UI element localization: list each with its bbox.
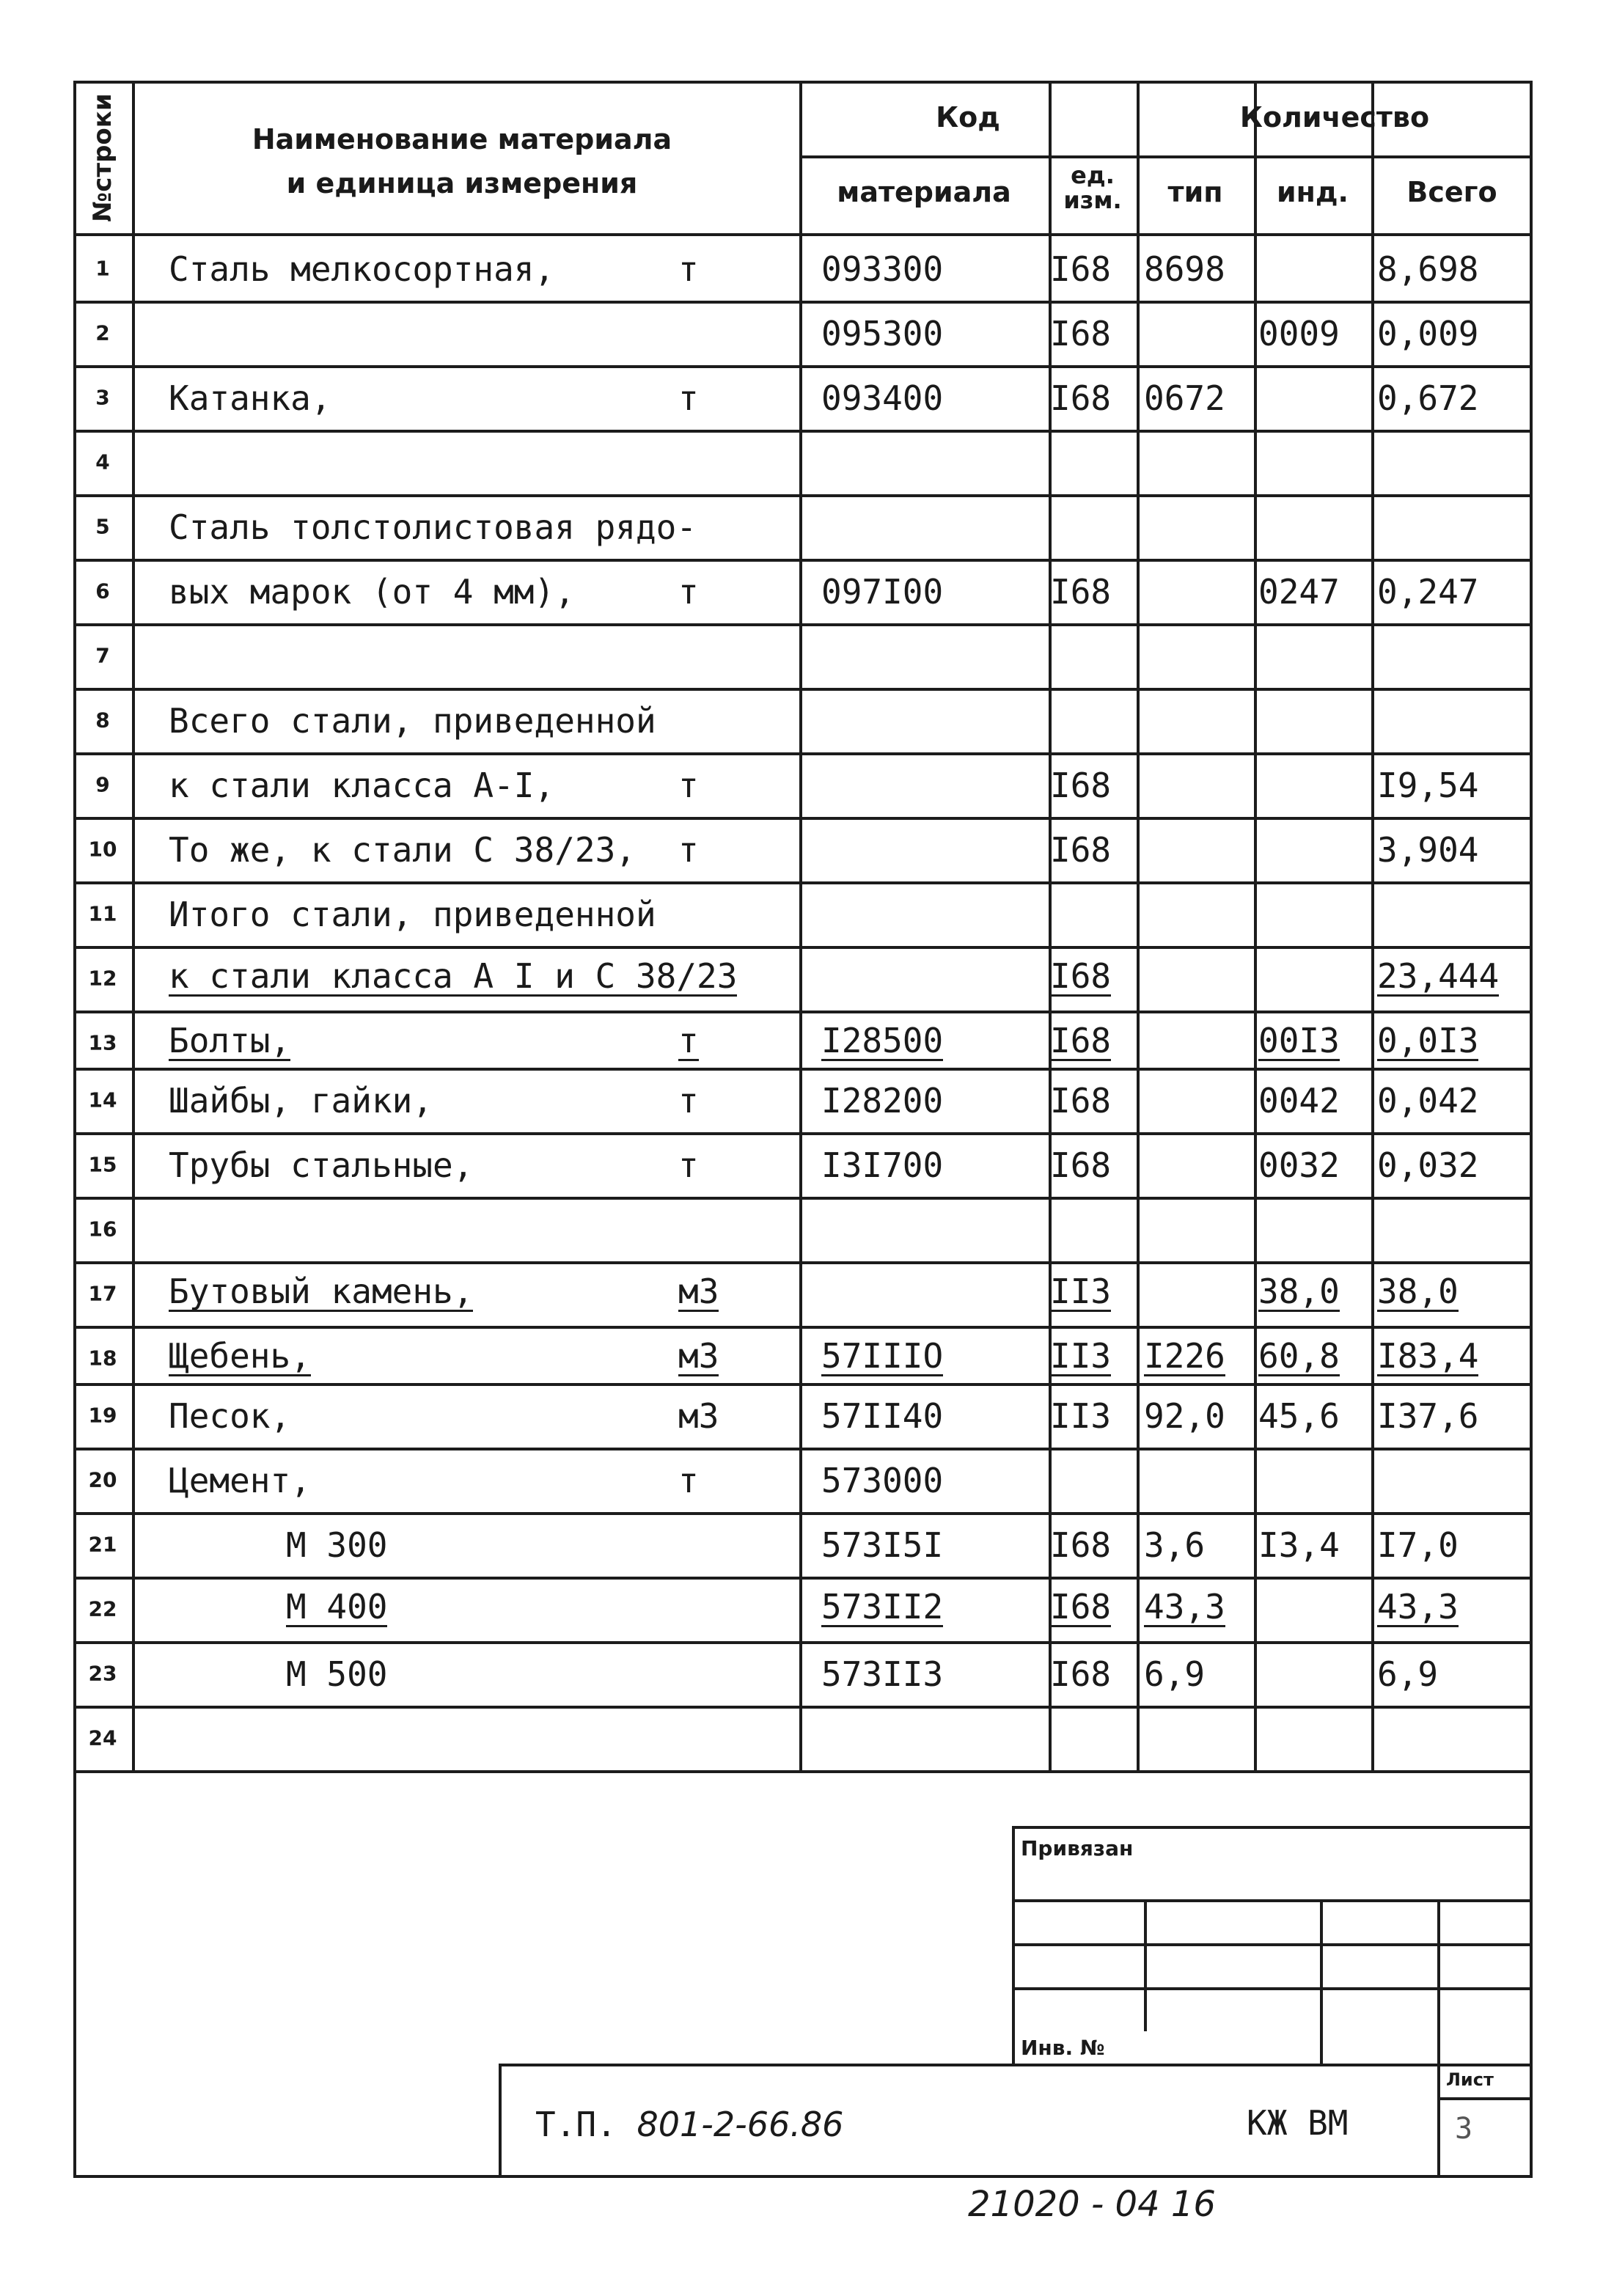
material-name: То же, к стали С 38/23, — [169, 830, 636, 870]
header-qty-total: Всего — [1406, 176, 1497, 208]
unit-code: I68 — [1050, 572, 1112, 612]
header-code-unit: ед. изм. — [1063, 161, 1122, 214]
material-name: Шайбы, гайки, — [169, 1081, 433, 1121]
grid-vline — [132, 81, 135, 1770]
row-number: 18 — [88, 1346, 117, 1371]
qty-type: 92,0 — [1144, 1396, 1225, 1436]
material-name: вых марок (от 4 мм), — [169, 572, 575, 612]
qty-total: I7,0 — [1377, 1525, 1459, 1565]
grid-hline — [73, 1577, 1533, 1580]
material-code: 097I00 — [821, 572, 944, 612]
material-name: Щебень, — [169, 1336, 311, 1376]
unit-code: I68 — [1050, 956, 1112, 996]
qty-total: 0,247 — [1377, 572, 1479, 612]
material-name: Сталь мелкосортная, — [169, 249, 555, 289]
qty-ind: 00I3 — [1258, 1021, 1340, 1060]
stamp-sheet-label: Лист — [1446, 2069, 1494, 2090]
grid-hline — [73, 752, 1533, 755]
qty-type: 8698 — [1144, 249, 1225, 289]
row-number: 7 — [95, 643, 110, 668]
grid-hline — [73, 1132, 1533, 1135]
unit-code: II3 — [1050, 1336, 1112, 1376]
qty-total: 3,904 — [1377, 830, 1479, 870]
unit-code: I68 — [1050, 830, 1112, 870]
stamp-vline — [1144, 1899, 1147, 2031]
qty-type: 0672 — [1144, 378, 1225, 418]
unit-code: I68 — [1050, 1654, 1112, 1694]
unit: м3 — [678, 1336, 719, 1376]
stamp-hline — [1437, 2097, 1533, 2100]
material-code: 573I5I — [821, 1525, 944, 1565]
material-code: 57II40 — [821, 1396, 944, 1436]
unit-code: I68 — [1050, 1081, 1112, 1121]
grid-hline — [73, 1011, 1533, 1013]
material-name: Сталь толстолистовая рядо- — [169, 507, 697, 547]
stamp-vline — [1320, 1899, 1323, 2064]
grid-hline — [73, 1448, 1533, 1450]
material-name: М 300 — [286, 1525, 388, 1565]
material-code: 573000 — [821, 1461, 944, 1500]
qty-type: 43,3 — [1144, 1587, 1225, 1626]
grid-hline — [73, 233, 1533, 236]
footer-note: 21020 - 04 16 — [968, 2184, 1216, 2225]
grid-hline — [73, 817, 1533, 820]
row-number: 13 — [88, 1030, 117, 1055]
unit-code: I68 — [1050, 378, 1112, 418]
qty-ind: 0247 — [1258, 572, 1340, 612]
qty-total: I9,54 — [1377, 766, 1479, 805]
qty-total: 0,672 — [1377, 378, 1479, 418]
grid-hline — [73, 494, 1533, 497]
material-name: Цемент, — [169, 1461, 311, 1500]
stamp-hline — [1012, 1987, 1533, 1990]
grid-hline — [73, 430, 1533, 433]
unit-code: I68 — [1050, 766, 1112, 805]
qty-total: 6,9 — [1377, 1654, 1439, 1694]
stamp-sheet-number: 3 — [1455, 2112, 1473, 2146]
qty-ind: 38,0 — [1258, 1272, 1340, 1311]
grid-hline — [73, 881, 1533, 884]
unit-code: I68 — [1050, 1021, 1112, 1060]
row-number: 15 — [88, 1152, 117, 1177]
unit-code: I68 — [1050, 1145, 1112, 1185]
material-name: Песок, — [169, 1396, 291, 1436]
material-name: М 400 — [286, 1587, 388, 1626]
qty-total: 38,0 — [1377, 1272, 1459, 1311]
header-row-number: №строки — [88, 93, 117, 222]
row-number: 5 — [95, 514, 110, 539]
row-number: 2 — [95, 320, 110, 345]
grid-vline — [799, 81, 802, 1770]
grid-vline — [1254, 81, 1257, 1770]
row-number: 4 — [95, 450, 110, 474]
material-name: Всего стали, приведенной — [169, 701, 656, 741]
qty-ind: 45,6 — [1258, 1396, 1340, 1436]
stamp-vline — [499, 2064, 502, 2178]
grid-hline — [73, 1261, 1533, 1264]
qty-ind: 60,8 — [1258, 1336, 1340, 1376]
unit: т — [678, 830, 699, 870]
unit: т — [678, 572, 699, 612]
material-name: М 500 — [286, 1654, 388, 1694]
grid-hline — [73, 1068, 1533, 1071]
material-name: Болты, — [169, 1021, 291, 1060]
material-name: к стали класса А-I, — [169, 766, 555, 805]
header-qty-type: тип — [1167, 176, 1223, 208]
grid-hline — [73, 946, 1533, 949]
row-number: 19 — [88, 1403, 117, 1428]
header-code-material: материала — [837, 176, 1011, 208]
header-code: Код — [936, 101, 1000, 133]
grid-vline — [1371, 81, 1374, 1770]
unit: т — [678, 378, 699, 418]
material-name: Катанка, — [169, 378, 331, 418]
qty-type: 3,6 — [1144, 1525, 1206, 1565]
row-number: 14 — [88, 1088, 117, 1112]
row-number: 10 — [88, 837, 117, 862]
stamp-hline — [499, 2064, 1533, 2066]
unit: т — [678, 1021, 699, 1060]
stamp-tp-number: 801-2-66.86 — [637, 2105, 844, 2144]
unit: т — [678, 1461, 699, 1500]
grid-hline — [73, 1512, 1533, 1515]
material-name: к стали класса А I и С 38/23 — [169, 956, 738, 996]
row-number: 12 — [88, 966, 117, 991]
unit-code: II3 — [1050, 1396, 1112, 1436]
header-name-line2: и единица измерения — [286, 167, 638, 199]
qty-total: I37,6 — [1377, 1396, 1479, 1436]
row-number: 8 — [95, 708, 110, 733]
qty-ind: I3,4 — [1258, 1525, 1340, 1565]
grid-hline — [73, 559, 1533, 562]
header-qty-ind: инд. — [1276, 176, 1349, 208]
unit-code: I68 — [1050, 314, 1112, 353]
material-code: I3I700 — [821, 1145, 944, 1185]
material-name: Итого стали, приведенной — [169, 895, 656, 934]
qty-ind: 0042 — [1258, 1081, 1340, 1121]
material-code: I28200 — [821, 1081, 944, 1121]
qty-total: 0,009 — [1377, 314, 1479, 353]
grid-hline — [73, 301, 1533, 304]
stamp-hline — [1012, 1899, 1533, 1902]
row-number: 20 — [88, 1467, 117, 1492]
header-name-line1: Наименование материала — [252, 123, 672, 155]
unit: т — [678, 1145, 699, 1185]
unit: м3 — [678, 1272, 719, 1311]
qty-total: 0,0I3 — [1377, 1021, 1479, 1060]
row-number: 24 — [88, 1725, 117, 1750]
row-number: 11 — [88, 901, 117, 926]
unit-code: I68 — [1050, 1587, 1112, 1626]
stamp-inv-no: Инв. № — [1021, 2036, 1105, 2060]
stamp-tp-prefix: Т.П. — [535, 2105, 617, 2144]
unit-code: II3 — [1050, 1272, 1112, 1311]
row-number: 9 — [95, 772, 110, 797]
grid-hline — [73, 1770, 1533, 1773]
material-code: 573II2 — [821, 1587, 944, 1626]
material-code: 573II3 — [821, 1654, 944, 1694]
grid-hline — [73, 1197, 1533, 1200]
grid-hline — [73, 1383, 1533, 1386]
qty-total: 23,444 — [1377, 956, 1500, 996]
stamp-title — [535, 2105, 843, 2144]
header-quantity: Количество — [1239, 101, 1430, 133]
unit: т — [678, 1081, 699, 1121]
grid-vline — [1137, 81, 1140, 1770]
qty-total: 0,042 — [1377, 1081, 1479, 1121]
qty-type: 6,9 — [1144, 1654, 1206, 1694]
stamp-privyazan: Привязан — [1021, 1836, 1134, 1860]
stamp-mark: КЖ ВМ — [1247, 2103, 1349, 2143]
qty-type: I226 — [1144, 1336, 1225, 1376]
row-number: 1 — [95, 256, 110, 281]
row-number: 17 — [88, 1281, 117, 1306]
qty-ind: 0009 — [1258, 314, 1340, 353]
stamp-vline — [1012, 1826, 1015, 2064]
stamp-vline — [1437, 1899, 1440, 2178]
row-number: 3 — [95, 385, 110, 410]
unit-code: I68 — [1050, 249, 1112, 289]
row-number: 6 — [95, 579, 110, 604]
material-name: Бутовый камень, — [169, 1272, 474, 1311]
unit-code: I68 — [1050, 1525, 1112, 1565]
row-number: 16 — [88, 1217, 117, 1241]
qty-total: I83,4 — [1377, 1336, 1479, 1376]
grid-hline — [73, 688, 1533, 691]
unit: м3 — [678, 1396, 719, 1436]
row-number: 21 — [88, 1532, 117, 1557]
material-code: 093300 — [821, 249, 944, 289]
material-code: 57IIIO — [821, 1336, 944, 1376]
material-code: 093400 — [821, 378, 944, 418]
grid-hline — [73, 1706, 1533, 1709]
qty-total: 8,698 — [1377, 249, 1479, 289]
qty-total: 0,032 — [1377, 1145, 1479, 1185]
material-name: Трубы стальные, — [169, 1145, 474, 1185]
stamp-hline — [1012, 1943, 1533, 1946]
material-code: 095300 — [821, 314, 944, 353]
unit: т — [678, 249, 699, 289]
grid-hline — [73, 1326, 1533, 1329]
grid-hline — [799, 155, 1533, 158]
unit: т — [678, 766, 699, 805]
grid-hline — [73, 1641, 1533, 1644]
material-code: I28500 — [821, 1021, 944, 1060]
grid-hline — [73, 623, 1533, 626]
grid-hline — [73, 365, 1533, 368]
stamp-hline — [1012, 1826, 1533, 1829]
qty-ind: 0032 — [1258, 1145, 1340, 1185]
qty-total: 43,3 — [1377, 1587, 1459, 1626]
row-number: 22 — [88, 1596, 117, 1621]
row-number: 23 — [88, 1661, 117, 1686]
